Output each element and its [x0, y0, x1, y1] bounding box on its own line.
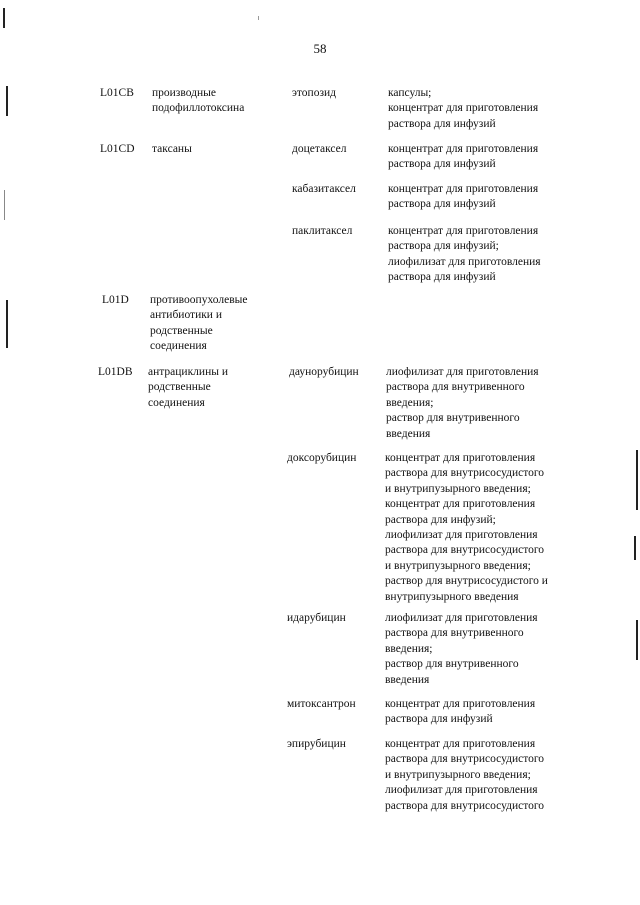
group-line: производные — [152, 87, 216, 99]
dosage-form-line: концентрат для приготовления — [388, 183, 539, 195]
dosage-forms — [385, 451, 575, 605]
drug-name: паклитаксел — [292, 225, 353, 237]
dosage-form-line: лиофилизат для приготовления — [385, 784, 538, 797]
dosage-form-line: раствора для инфузий — [388, 271, 496, 284]
dosage-form-line: введения — [386, 427, 431, 440]
dosage-form-line: раствора для инфузий — [385, 713, 493, 726]
dosage-form-line: раствор для внутривенного — [386, 412, 520, 425]
dosage-form-line: раствор для внутрисосудистого и — [385, 575, 548, 588]
drug-name: идарубицин — [287, 612, 346, 624]
dosage-form-line: и внутрипузырного введения; — [385, 768, 531, 781]
dosage-form-line: концентрат для приготовления — [388, 102, 539, 115]
dosage-form-line: лиофилизат для приготовления — [385, 529, 538, 542]
drug-name: доцетаксел — [292, 143, 347, 155]
dosage-forms — [385, 737, 575, 814]
dosage-form-line: введения; — [385, 642, 433, 655]
dosage-form-line: лиофилизат для приготовления — [388, 255, 541, 268]
group-line: таксаны — [152, 143, 192, 155]
group-line: соединения — [150, 340, 207, 353]
dosage-form-line: внутрипузырного введения — [385, 590, 519, 603]
group-line: противоопухолевые — [150, 294, 248, 306]
dosage-form-line: лиофилизат для приготовления — [386, 366, 539, 378]
dosage-forms — [388, 142, 578, 173]
dosage-form-line: и внутрипузырного введения; — [385, 559, 531, 572]
dosage-form-line: концентрат для приготовления — [385, 498, 536, 511]
dosage-forms — [386, 365, 576, 442]
dosage-form-line: концентрат для приготовления — [385, 698, 536, 710]
dosage-form-line: раствора для внутрисосудистого — [385, 753, 545, 766]
dosage-form-line: раствора для внутривенного — [386, 381, 525, 394]
scan-mark-right-a — [636, 450, 638, 510]
atc-code: L01DB — [98, 366, 133, 378]
dosage-form-line: раствора для инфузий — [388, 198, 496, 211]
page-number: 58 — [313, 41, 327, 56]
dosage-form-line: раствора для внутривенного — [385, 627, 524, 640]
dosage-forms — [388, 86, 578, 132]
dosage-form-line: и внутрипузырного введения; — [385, 482, 531, 495]
atc-code: L01D — [102, 294, 129, 306]
atc-code: L01CB — [100, 87, 134, 99]
scan-mark-top-dot — [258, 16, 259, 20]
scan-mark-left-dash — [4, 190, 5, 220]
drug-name: доксорубицин — [287, 452, 357, 464]
dosage-form-line: раствора для инфузий; — [388, 240, 499, 253]
scan-mark-left-low — [6, 300, 8, 348]
scan-mark-right-b — [634, 536, 636, 560]
dosage-form-line: лиофилизат для приготовления — [385, 612, 538, 624]
dosage-forms — [385, 611, 575, 688]
dosage-form-line: раствора для инфузий; — [385, 513, 496, 526]
group-line: родственные — [150, 324, 213, 337]
atc-code: L01CD — [100, 143, 135, 155]
dosage-forms — [385, 697, 575, 728]
drug-name: этопозид — [292, 87, 337, 99]
group-line: подофиллотоксина — [152, 102, 245, 115]
dosage-forms — [388, 224, 578, 286]
pharmacological-group — [152, 142, 287, 157]
group-line: антибиотики и — [150, 309, 222, 322]
dosage-form-line: раствора для внутрисосудистого — [385, 467, 545, 480]
dosage-form-line: концентрат для приготовления — [388, 225, 539, 237]
dosage-form-line: введения — [385, 673, 430, 686]
dosage-form-line: раствора для внутрисосудистого — [385, 799, 545, 812]
dosage-form-line: раствора для инфузий — [388, 117, 496, 130]
dosage-form-line: концентрат для приготовления — [385, 452, 536, 464]
drug-name: митоксантрон — [287, 698, 356, 710]
dosage-form-line: раствора для инфузий — [388, 158, 496, 171]
scan-mark-right-c — [636, 620, 638, 660]
scan-mark-left-top — [3, 8, 5, 28]
pharmacological-group — [150, 293, 285, 355]
dosage-form-line: введения; — [386, 396, 434, 409]
dosage-forms — [388, 182, 578, 213]
dosage-form-line: капсулы; — [388, 87, 432, 99]
drug-name: кабазитаксел — [292, 183, 356, 195]
pharmacological-group — [152, 86, 287, 117]
dosage-form-line: раствор для внутривенного — [385, 658, 519, 671]
pharmacological-group — [148, 365, 283, 411]
scan-mark-left-mid — [6, 86, 8, 116]
dosage-form-line: концентрат для приготовления — [385, 738, 536, 750]
dosage-form-line: концентрат для приготовления — [388, 143, 539, 155]
drug-name: даунорубицин — [289, 366, 359, 378]
drug-name: эпирубицин — [287, 738, 346, 750]
group-line: родственные — [148, 381, 211, 394]
group-line: антрациклины и — [148, 366, 228, 378]
group-line: соединения — [148, 396, 205, 409]
dosage-form-line: раствора для внутрисосудистого — [385, 544, 545, 557]
